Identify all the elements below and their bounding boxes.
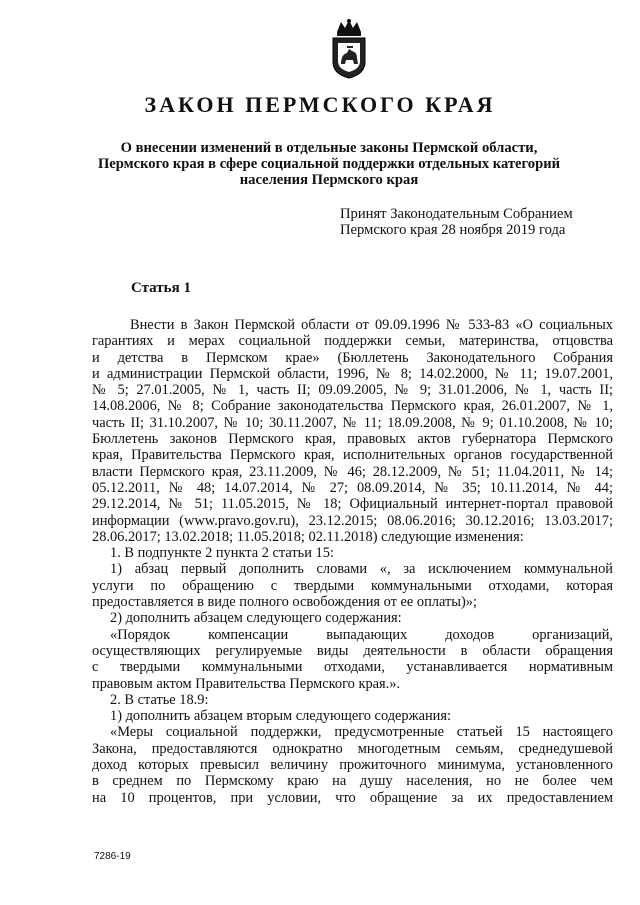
body-line: 2. В статье 18.9:: [110, 691, 209, 708]
adoption-line: Принят Законодательным Собранием: [340, 206, 573, 222]
article-body: [92, 317, 613, 806]
adoption-line: Пермского края 28 ноября 2019 года: [340, 222, 566, 238]
body-line: и администрации Пермской области, 1996, № 8; 14.02.2000, № 11; 19.07.2001,: [92, 365, 613, 382]
perm-krai-coat-of-arms-icon: [327, 18, 371, 80]
body-line: предоставляется в виде полного освобождения от ее оплаты)»;: [92, 594, 477, 611]
body-line: гарантиях и мерах социальной поддержки семьи, материнства, отцовства: [92, 333, 613, 350]
body-line: № 5; 27.01.2005, № 1, часть II; 09.09.2005, № 9; 31.01.2006, № 1, часть II;: [92, 382, 613, 399]
body-line: Внести в Закон Пермской области от 09.09.1996 № 533-83 «О социальных: [130, 317, 613, 333]
subtitle-line: населения Пермского края: [239, 172, 419, 188]
body-line: 14.08.2006, № 8; Собрание законодательства Пермского края, 26.01.2007, № 1,: [92, 398, 613, 415]
body-line: в среднем по Пермскому краю на душу населения, но не более чем: [92, 773, 613, 790]
body-line: правовым актом Правительства Пермского края.».: [92, 675, 401, 692]
body-line: часть II; 31.10.2007, № 10; 30.11.2007, № 11; 18.09.2008, № 9; 01.10.2008, № 10;: [92, 414, 613, 431]
body-line: услуги по обращению с твердыми коммунальными отходами, которая: [92, 577, 613, 594]
body-line: 2) дополнить абзацем следующего содержания:: [110, 610, 402, 627]
body-line: края, Правительства Пермского края, исполнительных органов государственной: [92, 447, 613, 464]
body-line: доход которых превысил величину прожиточного минимума, установленного: [92, 757, 613, 774]
body-line: информации (www.pravo.gov.ru), 23.12.2015; 08.06.2016; 30.12.2016; 13.03.2017;: [92, 512, 613, 529]
body-line: 29.12.2014, № 51; 11.05.2015, № 18; Официальный интернет-портал правовой: [92, 496, 613, 513]
body-line: на 10 процентов, при условии, что обращение за их предоставлением: [92, 789, 613, 806]
body-line: 1. В подпункте 2 пункта 2 статьи 15:: [110, 545, 334, 562]
body-line: 1) дополнить абзацем вторым следующего содержания:: [110, 708, 451, 725]
law-subtitle: [90, 140, 568, 188]
body-line: Закона, предоставляются однократно многодетным семьям, среднедушевой: [92, 740, 613, 757]
body-line: «Порядок компенсации выпадающих доходов организаций,: [110, 626, 613, 643]
body-line: и детства в Пермском крае» (Бюллетень Законодательного Собрания: [92, 349, 613, 366]
subtitle-line: О внесении изменений в отдельные законы Пермской области,: [120, 140, 538, 156]
subtitle-line: Пермского края в сфере социальной поддержки отдельных категорий: [97, 156, 561, 172]
body-line: Бюллетень законов Пермского края, правовых актов губернатора Пермского: [92, 431, 613, 448]
body-line: «Меры социальной поддержки, предусмотренные статьей 15 настоящего: [110, 724, 613, 741]
law-title: ЗАКОН ПЕРМСКОГО КРАЯ: [144, 92, 496, 117]
body-line: 1) абзац первый дополнить словами «, за исключением коммунальной: [110, 561, 613, 578]
article-heading: Статья 1: [131, 280, 191, 296]
document-code: 7286-19: [94, 851, 131, 862]
adoption-note: [340, 206, 573, 238]
body-line: с твердыми коммунальными отходами, устанавливается нормативным: [92, 659, 613, 676]
body-line: осуществляющих регулируемые виды деятельности в области обращения: [92, 642, 613, 659]
body-line: власти Пермского края, 23.11.2009, № 46; 28.12.2009, № 51; 11.04.2011, № 14;: [92, 463, 613, 480]
body-line: 28.06.2017; 13.02.2018; 11.05.2018; 02.11.2018) следующие изменения:: [92, 528, 524, 545]
body-line: 05.12.2011, № 48; 14.07.2014, № 27; 08.09.2014, № 35; 10.11.2014, № 44;: [92, 479, 613, 496]
